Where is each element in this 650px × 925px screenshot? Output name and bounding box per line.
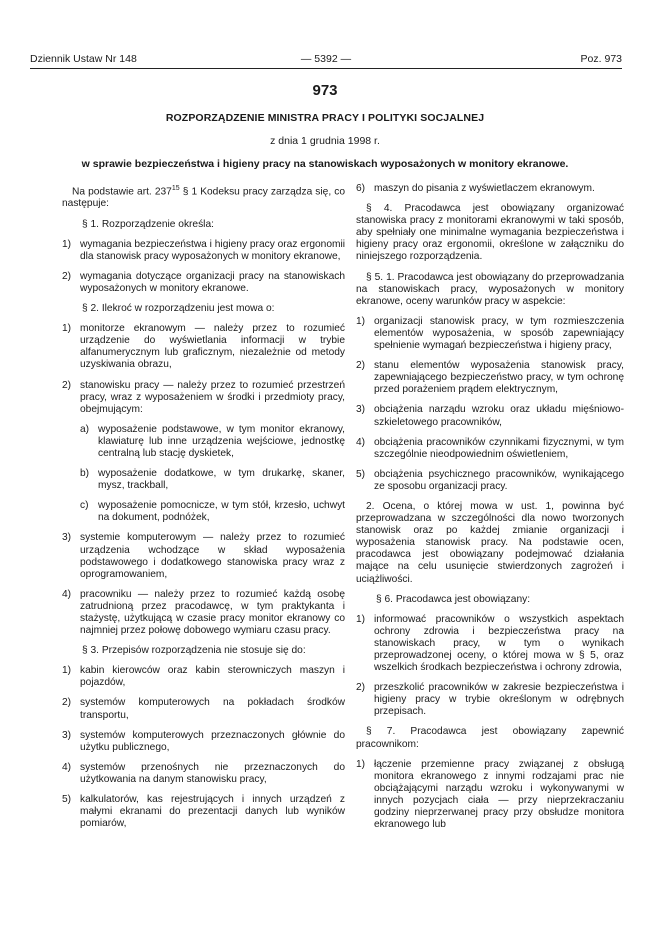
journal-name: Dziennik Ustaw Nr 148 <box>30 53 137 65</box>
section-5-paragraph-2: 2. Ocena, o której mowa w ust. 1, powinna być przeprowadzana w szczególności dla nowo tworzonych stanowisk oraz po każdej zmianie organizacji i wyposażenia stanowisk pracy. Na podstawie ocen, pracodawca jest obowiązany podejmować działania mające na celu usunięcie stwierdzonych zagrożeń i uciążliwości. <box>356 500 624 585</box>
list-item <box>356 183 624 195</box>
item-marker: 1) <box>62 238 72 250</box>
item-marker: 4) <box>62 588 72 600</box>
list-item <box>62 380 345 416</box>
item-text: pracowniku — należy przez to rozumieć każdą osobę zatrudnioną przez pracodawcę, w tym praktykanta i stażystę, użytkującą w czasie pracy monitor ekranowy co najmniej przez połowę dobowego wymiaru czasu pracy. <box>80 588 345 637</box>
list-item <box>62 239 345 263</box>
item-text: wymagania dotyczące organizacji pracy na stanowiskach wyposażonych w monitory ekranowe. <box>80 270 345 294</box>
list-item <box>356 614 624 674</box>
list-item <box>62 665 345 689</box>
list-item <box>62 697 345 721</box>
list-item <box>62 762 345 786</box>
sub-text: wyposażenie podstawowe, w tym monitor ekranowy, klawiaturę lub inne urządzenia wejściowe, jednostkę centralną lub stację dyskietek, <box>98 423 345 459</box>
item-marker: 3) <box>356 404 366 416</box>
page-header <box>30 53 622 67</box>
section-7-paragraph: § 7. Pracodawca jest obowiązany zapewnić pracownikom: <box>356 726 624 750</box>
sub-item <box>62 424 345 460</box>
list-item <box>62 323 345 371</box>
item-marker: 1) <box>356 613 366 625</box>
intro-text-end: § 1 Kodeksu pracy zarządza się, co następuje: <box>62 186 345 210</box>
list-item <box>62 532 345 580</box>
section-6-heading: § 6. Pracodawca jest obowiązany: <box>376 593 531 605</box>
act-date: z dnia 1 grudnia 1998 r. <box>270 135 380 147</box>
item-marker: 2) <box>62 379 72 391</box>
item-text: systemów komputerowych przeznaczonych głównie do użytku publicznego, <box>80 729 345 753</box>
item-text: wymagania bezpieczeństwa i higieny pracy oraz ergonomii dla stanowisk pracy wyposażonych w monitory ekranowe, <box>80 238 346 262</box>
item-marker: 2) <box>62 697 72 709</box>
item-marker: 1) <box>356 758 366 770</box>
act-subject: w sprawie bezpieczeństwa i higieny pracy na stanowiskach wyposażonych w monitory ekranowe. <box>81 158 569 170</box>
header-rule <box>30 68 622 69</box>
item-text: kabin kierowców oraz kabin sterowniczych maszyn i pojazdów, <box>80 665 345 689</box>
list-item <box>356 360 624 396</box>
item-marker: 3) <box>62 532 72 544</box>
list-item <box>62 589 345 637</box>
item-marker: 3) <box>62 729 72 741</box>
act-title: ROZPORZĄDZENIE MINISTRA PRACY I POLITYKI SOCJALNEJ <box>165 112 485 124</box>
item-text: monitorze ekranowym — należy przez to rozumieć urządzenie do wyświetlania informacji w trybie alfanumerycznym lub graficznym, niezależnie od metody uzyskiwania obrazu, <box>80 323 345 371</box>
item-marker: 1) <box>62 323 72 335</box>
section-1-heading: § 1. Rozporządzenie określa: <box>82 218 214 230</box>
list-item <box>62 271 345 295</box>
item-text: przeszkolić pracowników w zakresie bezpieczeństwa i higieny pracy w trybie określonym w odrębnych przepisach. <box>374 682 624 718</box>
section-5-paragraph: § 5. 1. Pracodawca jest obowiązany do przeprowadzania na stanowiskach pracy, wyposażonych w monitory ekranowe, oceny warunków pracy w aspekcie: <box>356 271 624 307</box>
section-2-heading: § 2. Ilekroć w rozporządzeniu jest mowa o: <box>82 303 275 315</box>
item-marker: 5) <box>62 794 72 806</box>
sub-item <box>62 500 345 524</box>
list-item <box>62 730 345 754</box>
list-item <box>356 404 624 428</box>
item-text: organizacji stanowisk pracy, w tym rozmieszczenia elementów wyposażenia, w sposób zapewniający spełnienie wymagań bezpieczeństwa i higieny pracy, <box>374 315 624 352</box>
item-marker: 6) <box>356 183 366 194</box>
act-number: 973 <box>312 82 338 99</box>
item-text: maszyn do pisania z wyświetlaczem ekranowym. <box>374 183 595 194</box>
item-marker: 1) <box>356 315 366 327</box>
item-marker: 2) <box>356 682 366 694</box>
sub-item <box>62 468 345 492</box>
item-text: informować pracowników o wszystkich aspektach ochrony zdrowia i bezpieczeństwa pracy na stanowiskach pracy, w tym o wynikach przeprowadzonej oceny, o której mowa w § 5, oraz wszelkich środkach bezpieczeństwa i ochrony zdrowia, <box>374 613 624 674</box>
list-item <box>356 316 624 352</box>
sub-marker: b) <box>80 468 90 480</box>
item-marker: 4) <box>356 436 366 448</box>
item-marker: 2) <box>62 270 72 282</box>
position-number: Poz. 973 <box>580 53 622 65</box>
item-text: łączenie przemienne pracy związanej z obsługą monitora ekranowego z innymi rodzajami prac nie obciążającymi narządu wzroku i wykonywanymi w innych pozycjach ciała — przy nieprzekraczaniu godziny nieprzerwanej pracy przy obsłudze monitora ekranowego lub <box>374 758 624 831</box>
intro-superscript: 15 <box>171 185 180 192</box>
left-column <box>62 183 345 838</box>
list-item <box>356 469 624 493</box>
sub-text: wyposażenie dodatkowe, w tym drukarkę, skaner, mysz, trackball, <box>98 468 345 492</box>
item-text: kalkulatorów, kas rejestrujących i innych urządzeń z małymi ekranami do prezentacji danych lub wyników pomiarów, <box>80 794 345 830</box>
right-column <box>356 183 624 839</box>
sub-marker: c) <box>80 500 89 512</box>
item-text: obciążenia pracowników czynnikami fizycznymi, w tym szczególnie nieodpowiednim oświetleniem, <box>374 436 624 460</box>
item-text: stanu elementów wyposażenia stanowisk pracy, zapewniającego bezpieczeństwo pracy, w tym ochronę przed porażeniem prądem elektrycznym, <box>374 360 624 396</box>
item-text: stanowisku pracy — należy przez to rozumieć przestrzeń pracy, wraz z wyposażeniem w środki i przedmioty pracy, obejmującym: <box>80 379 345 415</box>
sub-text: wyposażenie pomocnicze, w tym stół, krzesło, uchwyt na dokument, podnóżek, <box>98 500 345 524</box>
item-marker: 1) <box>62 665 72 677</box>
list-item <box>356 759 624 832</box>
section-4-paragraph: § 4. Pracodawca jest obowiązany organizować stanowiska pracy z monitorami ekranowymi w taki sposób, aby spełniały one minimalne wymagania bezpieczeństwa i higieny pracy oraz ergonomii, określone w załączniku do niniejszego rozporządzenia. <box>356 203 624 263</box>
item-text: obciążenia psychicznego pracowników, wynikającego ze sposobu organizacji pracy. <box>374 468 624 492</box>
page-number: — 5392 — <box>300 53 352 65</box>
item-text: systemów przenośnych nie przeznaczonych do użytkowania na danym stanowisku pracy, <box>80 761 345 785</box>
intro-text: Na podstawie art. 237 <box>72 186 172 198</box>
item-marker: 5) <box>356 468 366 480</box>
item-marker: 2) <box>356 360 366 372</box>
item-text: obciążenia narządu wzroku oraz układu mięśniowo-szkieletowego pracowników, <box>374 404 624 428</box>
item-text: systemów komputerowych na pokładach środków transportu, <box>80 697 345 721</box>
section-3-heading: § 3. Przepisów rozporządzenia nie stosuje się do: <box>82 645 306 657</box>
intro-paragraph <box>62 183 345 211</box>
list-item <box>356 437 624 461</box>
list-item <box>62 794 345 830</box>
list-item <box>356 682 624 718</box>
item-text: systemie komputerowym — należy przez to rozumieć urządzenia wchodzące w skład wyposażenia podstawowego i dodatkowego stanowiska pracy wraz z oprogramowaniem, <box>80 532 345 580</box>
item-marker: 4) <box>62 761 72 773</box>
sub-marker: a) <box>80 423 90 435</box>
